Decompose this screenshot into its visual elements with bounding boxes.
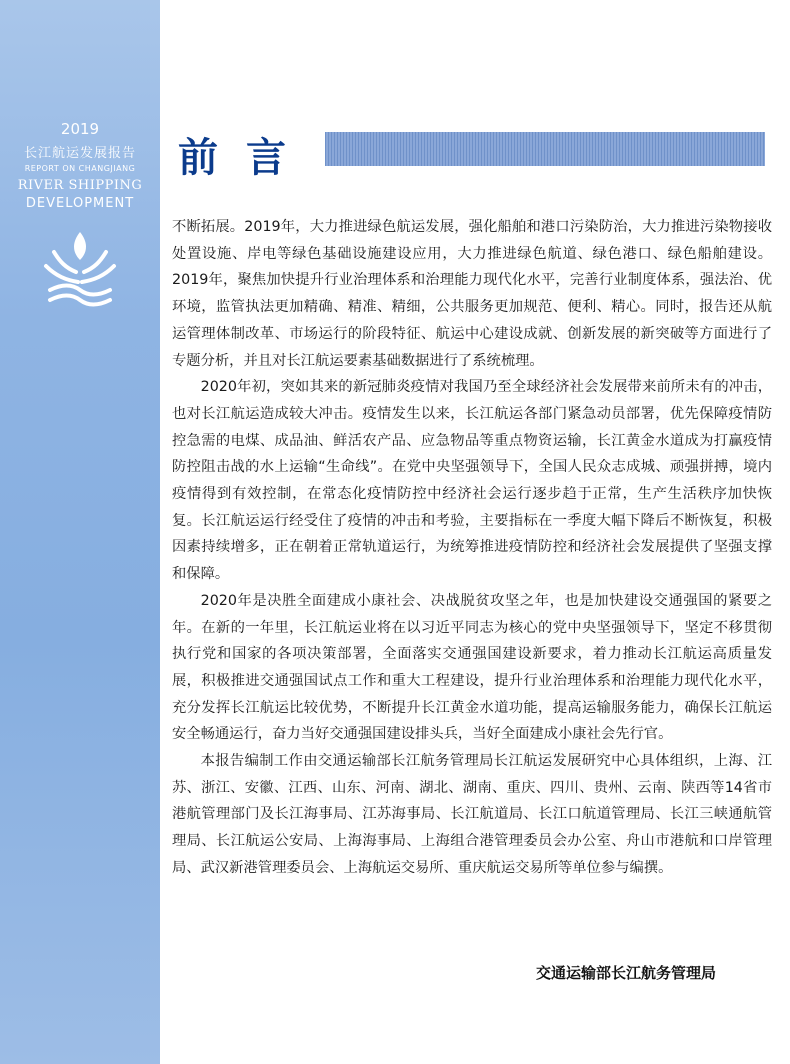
report-title-en-line1: RIVER SHIPPING [17,178,143,193]
page-body [172,214,772,882]
report-year: 2019 [60,120,100,138]
report-title-en-line2: DEVELOPMENT [25,196,135,211]
page-title: 前言 [178,134,314,181]
report-title-cn: 长江航运发展报告 [23,146,136,161]
paragraph-3: 2020年是决胜全面建成小康社会、决战脱贫攻坚之年，也是加快建设交通强国的紧要之年。在新的一年里，长江航运业将在以习近平同志为核心的党中央坚强领导下，坚定不移贯彻执行党和国家的各项决策部署，全面落实交通强国建设新要求，着力推动长江航运高质量发展，积极推进交通强国试点工作和重大工程建设，提升行业治理体系和治理能力现代化水平，充分发挥长江航运比较优势，不断提升长江黄金水道功能，提高运输服务能力，确保长江航运安全畅通运行，奋力当好交通强国建设排头兵，当好全面建成小康社会先行官。 [172,592,772,743]
paragraph-2: 2020年初，突如其来的新冠肺炎疫情对我国乃至全球经济社会发展带来前所未有的冲击，也对长江航运造成较大冲击。疫情发生以来，长江航运各部门紧急动员部署，优先保障疫情防控急需的电煤、成品油、鲜活农产品、应急物品等重点物资运输，长江黄金水道成为打赢疫情防控阻击战的水上运输“生命线”。在党中央坚强领导下，全国人民众志成城、顽强拼搏，境内疫情得到有效控制，在常态化疫情防控中经济社会运行逐步趋于正常，生产生活秩序加快恢复。长江航运运行经受住了疫情的冲击和考验，主要指标在一季度大幅下降后不断恢复，积极因素持续增多，正在朝着正常轨道运行，为统筹推进疫情防控和经济社会发展提供了坚强支撑和保障。 [172,379,772,583]
title-decoration-bar [325,132,765,166]
report-on-label: REPORT ON CHANGJIANG [24,164,136,173]
signature: 交通运输部长江航务管理局 [536,964,717,982]
wave-emblem-icon [42,222,118,312]
sidebar [0,0,160,1064]
paragraph-1: 不断拓展。2019年，大力推进绿色航运发展，强化船舶和港口污染防治，大力推进污染物接收处置设施、岸电等绿色基础设施建设应用，大力推进绿色航道、绿色港口、绿色船舶建设。2019年，聚焦加快提升行业治理体系和治理能力现代化水平，完善行业制度体系，强法治、优环境，监管执法更加精确、精准、精细，公共服务更加规范、便利、精心。同时，报告还从航运管理体制改革、市场运行的阶段特征、航运中心建设成就、创新发展的新突破等方面进行了专题分析，并且对长江航运要素基础数据进行了系统梳理。 [172,219,772,369]
paragraph-4: 本报告编制工作由交通运输部长江航务管理局长江航运发展研究中心具体组织，上海、江苏、浙江、安徽、江西、山东、河南、湖北、湖南、重庆、四川、贵州、云南、陕西等14省市港航管理部门及长江海事局、江苏海事局、长江航道局、长江口航道管理局、长江三峡通航管理局、长江航运公安局、上海海事局、上海组合港管理委员会办公室、舟山市港航和口岸管理局、武汉新港管理委员会、上海航运交易所、重庆航运交易所等单位参与编撰。 [172,753,772,876]
